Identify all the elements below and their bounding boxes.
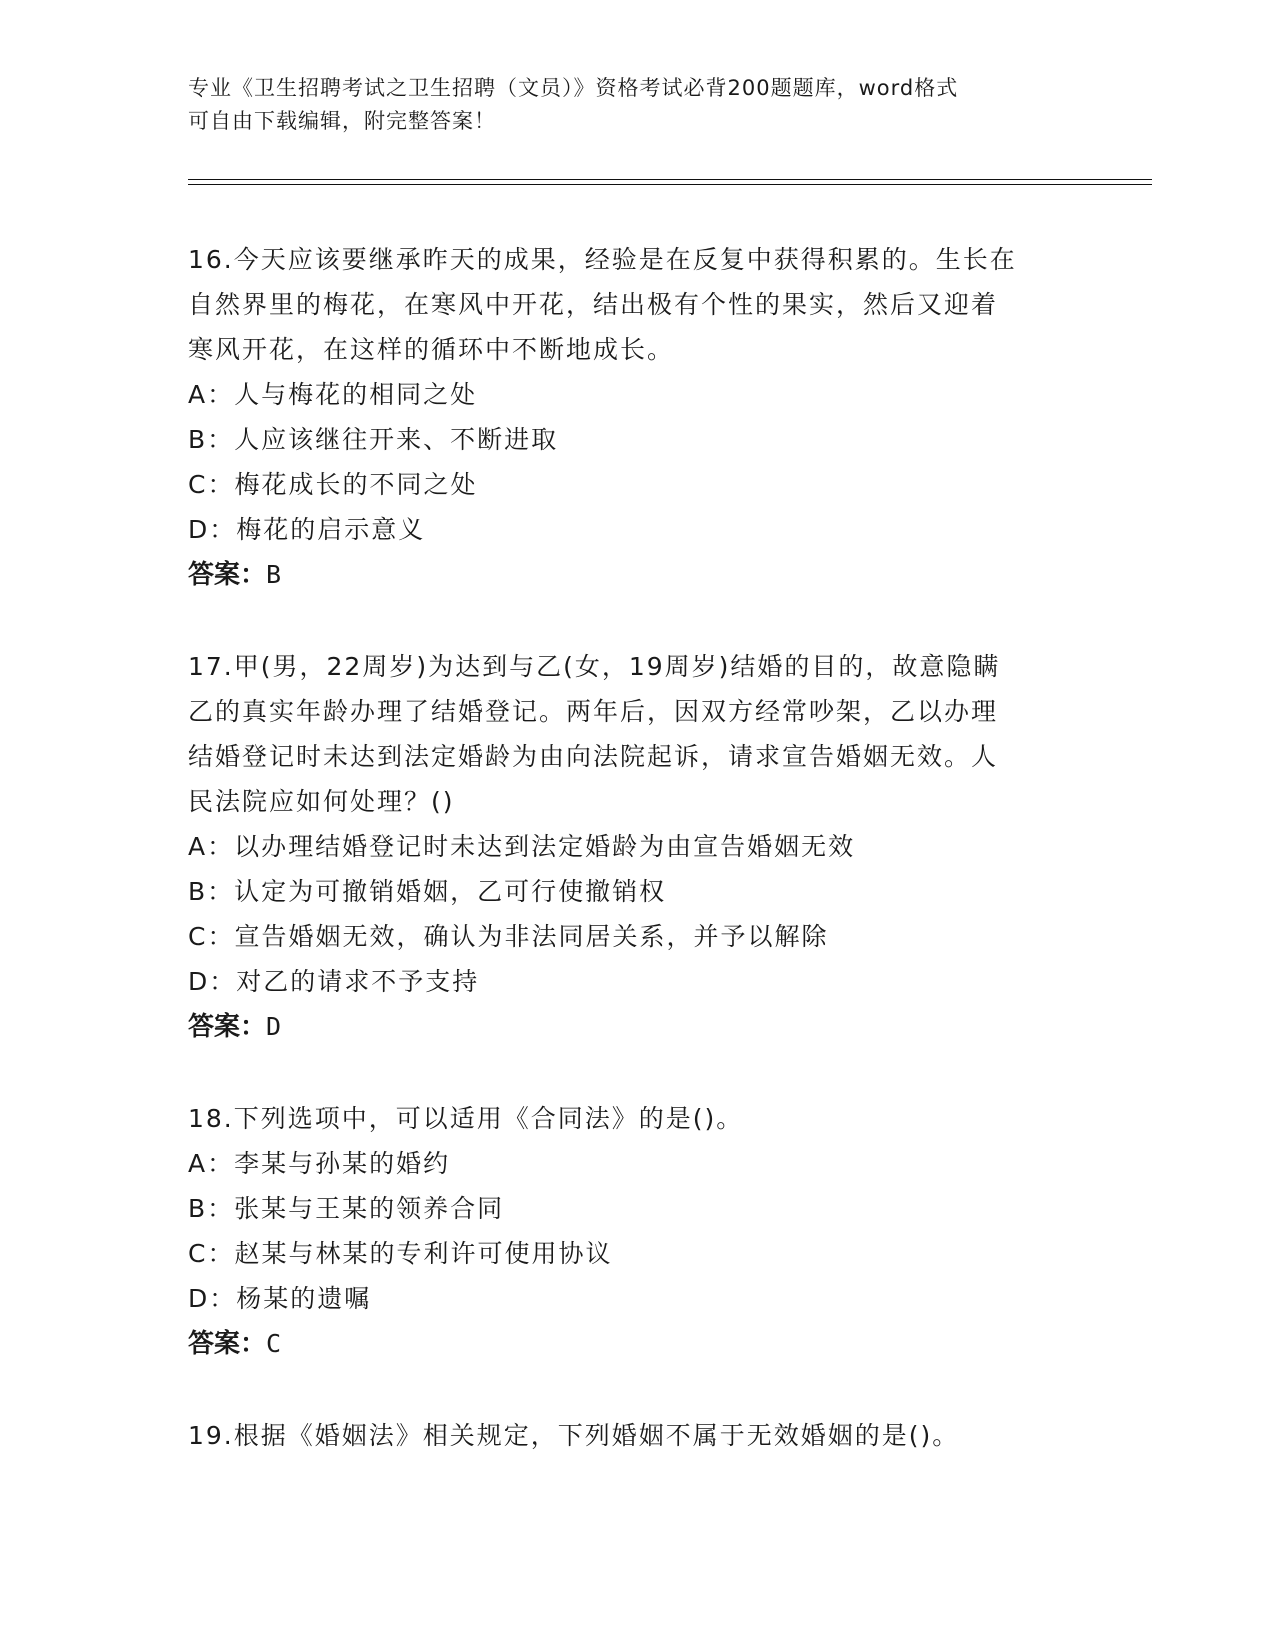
header-line-2: 可自由下载编辑，附完整答案！ [188,109,496,133]
answer-value: D [266,1012,282,1041]
stem-line: 18.下列选项中，可以适用《合同法》的是()。 [188,1104,744,1133]
question-stem [188,237,1088,372]
stem-line: 寒风开花，在这样的循环中不断地成长。 [188,335,675,364]
answer-line [188,1004,1088,1050]
stem-line: 17.甲(男，22周岁)为达到与乙(女，19周岁)结婚的目的，故意隐瞒 [188,652,1001,681]
question-stem [188,1096,1088,1141]
question-17 [188,644,1088,1050]
answer-line [188,552,1088,598]
stem-line: 乙的真实年龄办理了结婚登记。两年后，因双方经常吵架，乙以办理 [188,697,999,726]
option-b: B：人应该继往开来、不断进取 [188,425,559,454]
header-divider-top [188,179,1152,180]
option-d: D：杨某的遗嘱 [188,1284,372,1313]
option-b: B：认定为可撤销婚姻，乙可行使撤销权 [188,877,667,906]
answer-line [188,1321,1088,1367]
question-16 [188,237,1088,598]
stem-line: 16.今天应该要继承昨天的成果，经验是在反复中获得积累的。生长在 [188,245,1017,274]
option-c: C：梅花成长的不同之处 [188,470,478,499]
stem-line: 19.根据《婚姻法》相关规定，下列婚姻不属于无效婚姻的是()。 [188,1421,960,1450]
option-a: A：人与梅花的相同之处 [188,380,478,409]
answer-label: 答案： [188,560,267,590]
option-a: A：以办理结婚登记时未达到法定婚龄为由宣告婚姻无效 [188,832,856,861]
stem-line: 自然界里的梅花，在寒风中开花，结出极有个性的果实，然后又迎着 [188,290,999,319]
option-c: C：宣告婚姻无效，确认为非法同居关系，并予以解除 [188,922,829,951]
option-d: D：对乙的请求不予支持 [188,967,480,996]
question-18 [188,1096,1088,1367]
answer-label: 答案： [188,1329,267,1359]
option-a: A：李某与孙某的婚约 [188,1149,451,1178]
answer-value: C [266,1329,282,1358]
option-d: D：梅花的启示意义 [188,515,426,544]
question-stem [188,644,1088,824]
document-header [188,72,1088,138]
header-line-1: 专业《卫生招聘考试之卫生招聘（文员）》资格考试必背200题题库，word格式 [188,76,959,100]
stem-line: 结婚登记时未达到法定婚龄为由向法院起诉，请求宣告婚姻无效。人 [188,742,999,771]
question-stem [188,1413,1088,1458]
option-b: B：张某与王某的领养合同 [188,1194,505,1223]
answer-value: B [266,560,282,589]
option-c: C：赵某与林某的专利许可使用协议 [188,1239,613,1268]
stem-line: 民法院应如何处理？() [188,787,455,816]
header-divider-bottom [188,184,1152,185]
answer-label: 答案： [188,1012,267,1042]
question-list [188,237,1088,1458]
question-19 [188,1413,1088,1458]
